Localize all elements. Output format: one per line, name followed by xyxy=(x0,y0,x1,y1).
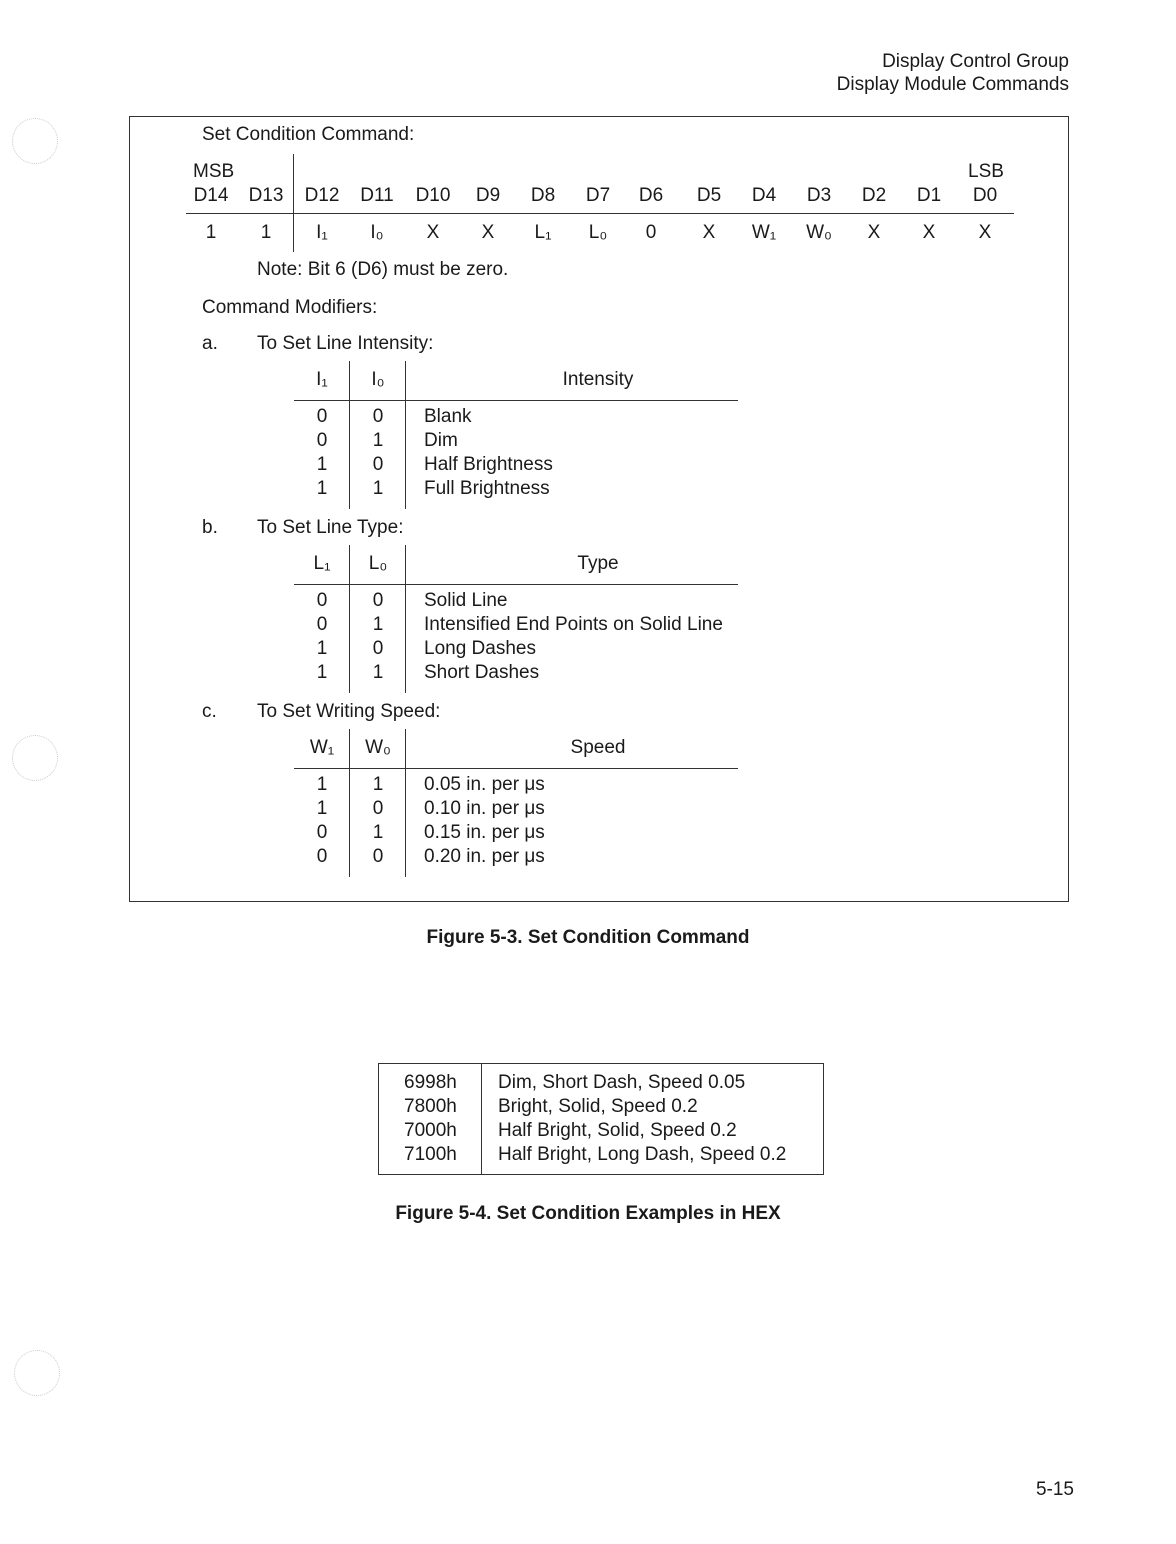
bit-name: D1 xyxy=(916,185,942,206)
row-col2: 0 xyxy=(372,638,384,659)
bit-name: D5 xyxy=(696,185,722,206)
row-description: Long Dashes xyxy=(424,638,536,659)
command-title: Set Condition Command: xyxy=(202,124,415,145)
bit-value: I₁ xyxy=(316,222,328,243)
row-col2: 0 xyxy=(372,454,384,475)
row-description: Dim xyxy=(424,430,458,451)
bit-value: I₀ xyxy=(370,222,384,243)
bit-value: X xyxy=(481,222,495,243)
bit-name: D13 xyxy=(248,185,284,206)
bit-value: X xyxy=(922,222,936,243)
bit-name: D6 xyxy=(638,185,664,206)
hex-code: 7000h xyxy=(404,1120,457,1141)
col1-header: I₁ xyxy=(316,369,328,390)
col3-header: Intensity xyxy=(562,369,634,390)
hex-description: Dim, Short Dash, Speed 0.05 xyxy=(498,1072,746,1093)
table-rule xyxy=(294,400,738,401)
row-col2: 1 xyxy=(372,662,384,683)
bit-name: D10 xyxy=(415,185,451,206)
bit-table-divider xyxy=(293,154,294,252)
table-rule xyxy=(294,584,738,585)
row-col1: 1 xyxy=(316,662,328,683)
punch-hole xyxy=(12,118,58,164)
row-description: Half Brightness xyxy=(424,454,553,475)
section-letter: a. xyxy=(202,333,218,354)
bit-value: X xyxy=(867,222,881,243)
row-col1: 0 xyxy=(316,590,328,611)
row-col2: 1 xyxy=(372,430,384,451)
row-col2: 1 xyxy=(372,822,384,843)
msb-label: MSB xyxy=(193,161,235,182)
bit-value: 1 xyxy=(260,222,272,243)
row-description: 0.10 in. per μs xyxy=(424,798,545,819)
hex-description: Half Bright, Solid, Speed 0.2 xyxy=(498,1120,737,1141)
bit-name: D12 xyxy=(304,185,340,206)
row-col2: 1 xyxy=(372,774,384,795)
bit-value: L₁ xyxy=(534,222,552,243)
row-description: Intensified End Points on Solid Line xyxy=(424,614,723,635)
bit-table-rule xyxy=(186,213,1014,214)
row-description: Blank xyxy=(424,406,472,427)
table-divider xyxy=(349,729,350,877)
row-col2: 0 xyxy=(372,406,384,427)
page-number: 5-15 xyxy=(1035,1479,1074,1500)
hex-description: Bright, Solid, Speed 0.2 xyxy=(498,1096,698,1117)
hex-code: 7800h xyxy=(404,1096,457,1117)
row-col1: 1 xyxy=(316,774,328,795)
row-col2: 0 xyxy=(372,590,384,611)
row-description: Full Brightness xyxy=(424,478,550,499)
row-col1: 1 xyxy=(316,478,328,499)
row-description: 0.15 in. per μs xyxy=(424,822,545,843)
bit-value: X xyxy=(978,222,992,243)
bit-value: X xyxy=(702,222,716,243)
bit-name: D4 xyxy=(751,185,777,206)
row-col1: 0 xyxy=(316,614,328,635)
figure-5-4-caption: Figure 5-4. Set Condition Examples in HEX xyxy=(395,1203,781,1224)
table-divider xyxy=(405,545,406,693)
col2-header: L₀ xyxy=(368,553,388,574)
col1-header: W₁ xyxy=(309,737,335,758)
bit-value: W₀ xyxy=(806,222,832,243)
row-col2: 1 xyxy=(372,478,384,499)
col1-header: L₁ xyxy=(313,553,331,574)
row-col1: 1 xyxy=(316,454,328,475)
punch-hole xyxy=(14,1350,60,1396)
row-col2: 0 xyxy=(372,798,384,819)
row-col1: 0 xyxy=(316,406,328,427)
col2-header: I₀ xyxy=(371,369,385,390)
punch-hole xyxy=(12,735,58,781)
section-letter: c. xyxy=(202,701,217,722)
table-divider xyxy=(405,361,406,509)
row-col1: 1 xyxy=(316,798,328,819)
running-header xyxy=(837,50,1069,96)
table-divider xyxy=(405,729,406,877)
bit-value: W₁ xyxy=(751,222,777,243)
row-description: Solid Line xyxy=(424,590,508,611)
bit-name: D2 xyxy=(861,185,887,206)
col3-header: Speed xyxy=(570,737,626,758)
row-col1: 0 xyxy=(316,430,328,451)
row-description: Short Dashes xyxy=(424,662,540,683)
bit-name: D11 xyxy=(360,185,394,206)
row-col2: 0 xyxy=(372,846,384,867)
row-col2: 1 xyxy=(372,614,384,635)
bit-name: D3 xyxy=(806,185,832,206)
hex-description: Half Bright, Long Dash, Speed 0.2 xyxy=(498,1144,787,1165)
bit-value: L₀ xyxy=(588,222,608,243)
bit-name: D9 xyxy=(475,185,501,206)
col2-header: W₀ xyxy=(365,737,391,758)
row-col1: 0 xyxy=(316,846,328,867)
header-section: Display Module Commands xyxy=(836,74,1069,95)
modifiers-heading: Command Modifiers: xyxy=(202,297,378,318)
header-group: Display Control Group xyxy=(882,51,1069,72)
row-col1: 0 xyxy=(316,822,328,843)
hex-code: 7100h xyxy=(404,1144,457,1165)
row-col1: 1 xyxy=(316,638,328,659)
hex-table-divider xyxy=(481,1064,482,1174)
table-divider xyxy=(349,361,350,509)
col3-header: Type xyxy=(577,553,619,574)
bit-name: D14 xyxy=(193,185,229,206)
row-description: 0.05 in. per μs xyxy=(424,774,545,795)
bit-value: X xyxy=(426,222,440,243)
section-label: To Set Line Type: xyxy=(257,517,404,538)
section-letter: b. xyxy=(202,517,218,538)
section-label: To Set Line Intensity: xyxy=(257,333,434,354)
section-label: To Set Writing Speed: xyxy=(257,701,441,722)
table-rule xyxy=(294,768,738,769)
bit-note: Note: Bit 6 (D6) must be zero. xyxy=(257,259,509,280)
bit-value: 0 xyxy=(645,222,657,243)
bit-name: D7 xyxy=(585,185,611,206)
bit-name: D8 xyxy=(530,185,556,206)
row-description: 0.20 in. per μs xyxy=(424,846,545,867)
lsb-label: LSB xyxy=(968,161,1004,182)
hex-code: 6998h xyxy=(404,1072,457,1093)
table-divider xyxy=(349,545,350,693)
figure-5-3-caption: Figure 5-3. Set Condition Command xyxy=(426,927,750,948)
bit-name: D0 xyxy=(972,185,998,206)
bit-value: 1 xyxy=(205,222,217,243)
